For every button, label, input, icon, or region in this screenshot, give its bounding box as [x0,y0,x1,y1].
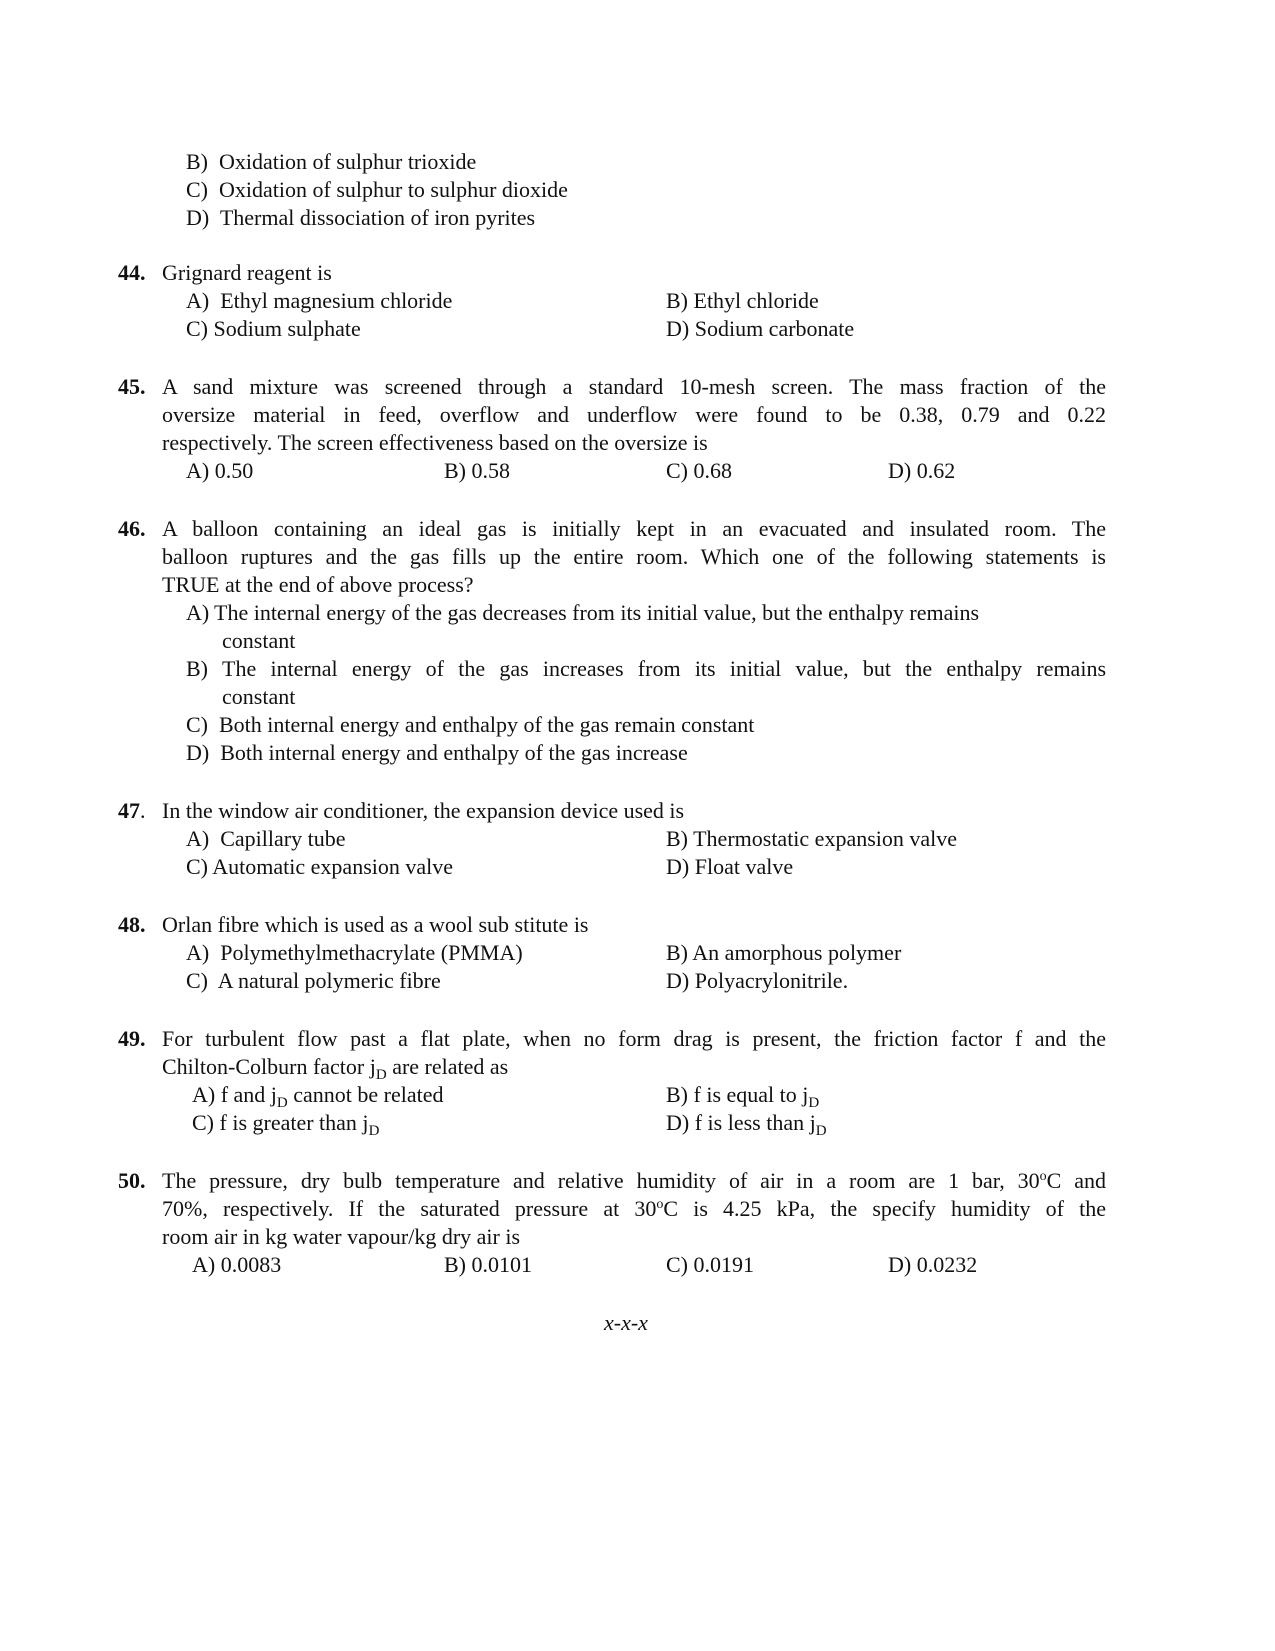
option-label: C) [666,1252,688,1277]
option-text: f is greater than j [219,1110,369,1135]
q46-option-b-label: B) [186,656,208,681]
q44-option-b [666,287,819,315]
question-46-stem-line: TRUE at the end of above process? [162,572,474,597]
question-47-stem: In the window air conditioner, the expansion device used is [162,798,685,823]
question-number-50: 50. [118,1168,146,1193]
q50-option-c [666,1251,754,1279]
question-46-stem-line: A balloon containing an ideal gas is initially kept in an evacuated and insulated room. The [162,516,1106,541]
subscript: D [808,1095,820,1111]
q45-option-c [666,457,732,485]
q50-option-b [444,1251,532,1279]
q49-option-d [666,1109,827,1137]
q46-option-b-text-cont: constant [222,684,296,709]
option-text: 0.50 [214,458,254,483]
option-label: B) [666,826,688,851]
question-50-stem-line: room air in kg water vapour/kg dry air is [162,1224,521,1249]
option-text: Polyacrylonitrile. [694,968,849,993]
question-44-stem: Grignard reagent is [162,260,332,285]
prev-option-d [186,204,535,232]
option-label: C) [186,177,208,202]
option-label: C) [186,854,208,879]
question-48-stem: Orlan fibre which is used as a wool sub stitute is [162,912,589,937]
question-45-stem-line: A sand mixture was screened through a standard 10-mesh screen. The mass fraction of the [162,374,1106,399]
option-text: 0.0191 [693,1252,754,1277]
prev-option-b [186,148,476,176]
option-label: B) [186,149,208,174]
q48-option-c [186,967,441,995]
option-label: D) [666,1110,690,1135]
subscript: D [368,1123,380,1139]
option-text: Thermostatic expansion valve [693,826,958,851]
option-label: D) [888,458,912,483]
q46-option-c [186,711,754,739]
option-label: C) [186,968,208,993]
option-text: Automatic expansion valve [212,854,454,879]
option-label: D) [186,205,210,230]
option-text: 0.58 [471,458,510,483]
question-number-45: 45. [118,374,146,399]
option-text: Float valve [694,854,794,879]
question-49-stem-line: For turbulent flow past a flat plate, when no form drag is present, the friction factor f and the [162,1026,1106,1051]
option-text: cannot be related [287,1082,444,1107]
option-label: C) [192,1110,214,1135]
option-text: 0.68 [693,458,732,483]
q50-option-d [888,1251,977,1279]
question-50-stem-line [162,1195,1106,1223]
superscript: o [1039,1169,1047,1184]
option-label: B) [666,1082,688,1107]
question-number: 47 [118,798,140,823]
option-label: A) [186,826,210,851]
question-number-48: 48. [118,912,146,937]
option-label: D) [666,854,690,879]
question-number-49: 49. [118,1026,146,1051]
stem-text: are related as [386,1054,509,1079]
option-text: 0.0232 [916,1252,978,1277]
q45-option-b [444,457,510,485]
q44-option-c [186,315,361,343]
prev-option-c [186,176,568,204]
option-label: B) [444,458,466,483]
q49-option-c [192,1109,379,1137]
q45-option-d [888,457,955,485]
stem-text: C and [1046,1168,1106,1193]
option-label: D) [666,316,690,341]
option-text: Oxidation of sulphur to sulphur dioxide [219,177,568,202]
option-label: A) [186,288,210,313]
option-text: 0.62 [916,458,956,483]
option-label: B) [444,1252,466,1277]
option-text: Both internal energy and enthalpy of the gas increase [220,740,688,765]
q46-option-d [186,739,688,767]
question-number-46: 46. [118,516,146,541]
q46-option-a-text: The internal energy of the gas decreases from its initial value, but the enthalpy remains [214,600,980,625]
q50-option-a [192,1251,281,1279]
q48-option-d [666,967,848,995]
question-number-suffix: . [140,798,146,823]
q49-option-b [666,1081,819,1109]
option-text: Ethyl chloride [693,288,819,313]
option-text: Oxidation of sulphur trioxide [219,149,477,174]
question-number-44: 44. [118,260,146,285]
q46-option-a-label: A) [186,600,210,625]
question-49-stem-line [162,1053,508,1081]
subscript: D [276,1095,288,1111]
option-label: C) [186,712,208,737]
option-text: f and j [220,1082,277,1107]
q48-option-b [666,939,901,967]
option-text: A natural polymeric fibre [217,968,441,993]
option-label: D) [186,740,210,765]
option-text: Both internal energy and enthalpy of the gas remain constant [219,712,755,737]
q45-option-a [186,457,253,485]
option-label: A) [186,458,210,483]
question-46-stem-line: balloon ruptures and the gas fills up the entire room. Which one of the following statements is [162,544,1106,569]
option-text: 0.0101 [471,1252,532,1277]
end-of-paper-marker: x-x-x [604,1310,648,1335]
option-label: D) [888,1252,912,1277]
q46-option-a-text-cont: constant [222,628,296,653]
option-text: Sodium carbonate [694,316,855,341]
option-label: C) [666,458,688,483]
q47-option-c [186,853,453,881]
q47-option-d [666,853,793,881]
subscript: D [375,1067,387,1083]
question-45-stem-line: respectively. The screen effectiveness based on the oversize is [162,430,708,455]
superscript: o [656,1197,664,1212]
option-label: D) [666,968,690,993]
option-text: Thermal dissociation of iron pyrites [219,205,536,230]
question-50-stem-line [162,1167,1106,1195]
option-label: A) [192,1252,216,1277]
stem-text: C is 4.25 kPa, the specify humidity of the [663,1196,1106,1221]
q47-option-b [666,825,957,853]
question-45-stem-line: oversize material in feed, overflow and underflow were found to be 0.38, 0.79 and 0.22 [162,402,1106,427]
stem-text: The pressure, dry bulb temperature and relative humidity of air in a room are 1 bar, 30 [162,1168,1040,1193]
stem-text: Chilton-Colburn factor j [162,1054,376,1079]
q48-option-a [186,939,523,967]
option-text: f is equal to j [693,1082,809,1107]
option-text: f is less than j [694,1110,816,1135]
option-label: C) [186,316,208,341]
q44-option-d [666,315,854,343]
option-label: A) [186,940,210,965]
subscript: D [815,1123,827,1139]
option-text: Ethyl magnesium chloride [220,288,453,313]
stem-text: 70%, respectively. If the saturated pressure at 30 [162,1196,657,1221]
q44-option-a [186,287,452,315]
option-text: Capillary tube [220,826,346,851]
option-text: 0.0083 [220,1252,282,1277]
q49-option-a [192,1081,444,1109]
option-label: B) [666,288,688,313]
option-text: An amorphous polymer [692,940,902,965]
option-text: Polymethylmethacrylate (PMMA) [220,940,523,965]
q47-option-a [186,825,345,853]
option-label: A) [192,1082,216,1107]
question-number-47 [118,797,146,825]
q46-option-b-text: The internal energy of the gas increases from its initial value, but the enthalpy remains [222,656,1106,681]
option-text: Sodium sulphate [213,316,361,341]
option-label: B) [666,940,688,965]
